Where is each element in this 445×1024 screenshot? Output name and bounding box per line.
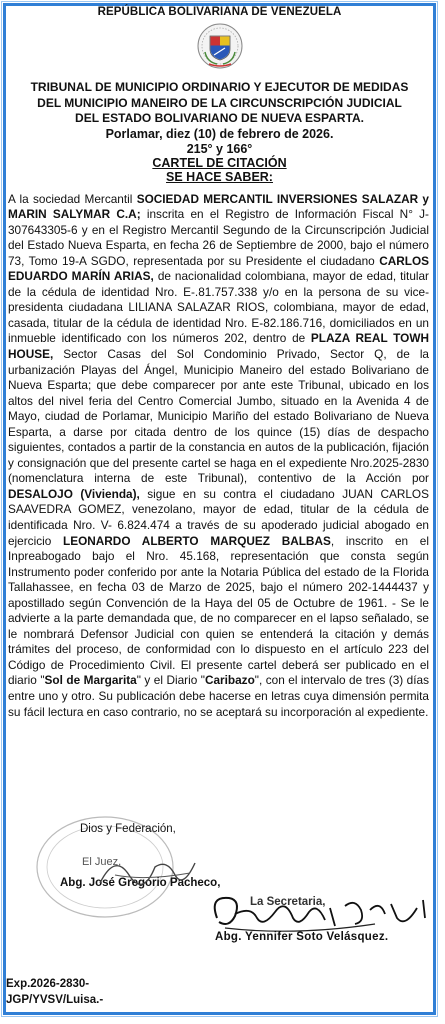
file-reference-line-2: JGP/YVSV/Luisa.- [6, 994, 104, 1006]
document [8, 6, 431, 720]
cartel-title: CARTEL DE CITACIÓN [152, 155, 287, 170]
el-juez-label: El Juez, [82, 856, 122, 868]
file-reference [6, 976, 103, 1008]
dios-y-federacion: Dios y Federación, [80, 823, 176, 835]
venezuela-coat-of-arms-seal-icon [195, 22, 245, 70]
newspaper-2: Caribazo [204, 673, 255, 688]
president-name: CARLOS EDUARDO MARÍN ARIAS, [8, 253, 429, 284]
dateline: Porlamar, diez (10) de febrero de 2026. [105, 126, 334, 141]
la-secretaria-label: La Secretaria, [250, 896, 326, 908]
body-text-7: " y el Diario " [136, 673, 205, 688]
judge-name: Abg. José Gregorio Pacheco, [60, 877, 221, 889]
body-text-3: de nacionalidad colombiana, mayor de edad, titular de la cédula de identidad Nro. E-.81.757.338 y/o en la persona de su vice-presidenta ciudadana LILIANA SALAZAR RIOS, colombiana, mayor de edad, casada, titular de la cédula de identidad Nro. E-82.186.716, domiciliados en un inmueble identificado con los números 202, dentro de [8, 269, 429, 346]
hace-saber: SE HACE SABER: [166, 169, 273, 184]
property-name: PLAZA REAL TOWH HOUSE, [8, 331, 429, 361]
body-text-2: inscrita en el Registro de Información Fiscal N° J- 307643305-6 y en el Registro Mercantil Segundo de la Circunscripción Judicial del Estado Nueva Esparta, en fecha 26 de Septiembre de 2000, bajo el número 73, Tomo 19-A SGDO, representada por su Presidente el ciudadano [8, 207, 429, 268]
republic-heading: REPÚBLICA BOLIVARIANA DE VENEZUELA [97, 6, 342, 18]
body-text-4: Sector Casas del Sol Condominio Privado, Sector Q, de la urbanización Playas del Ángel, Municipio Maneiro del estado Bolivariano de Nueva Esparta; que debe comparecer por ante este Tribunal, ubicado en los altos del nivel feria del Centro Comercial Jumbo, situado en la Avenida 4 de Mayo, ciudad de Porlamar, Municipio Mariño del estado Bolivariano de Nueva Esparta, a darse por citada dentro de los quince (15) días de despacho siguientes, contados a partir de la constancia en autos de la publicación, fijación y consignación que del presente cartel se haga en el expediente Nro.2025-2830 (nomenclatura interna de este Tribunal), contentivo de la Acción por [8, 346, 429, 486]
years-line: 215° y 166° [186, 141, 253, 156]
attorney-name: LEONARDO ALBERTO MARQUEZ BALBAS [63, 533, 331, 548]
court-name: TRIBUNAL DE MUNICIPIO ORDINARIO Y EJECUTOR DE MEDIDAS DEL MUNICIPIO MANEIRO DE LA CIRCUNSCRIPCIÓN JUDICIAL DEL ESTADO BOLIVARIANO DE NUEVA ESPARTA. [30, 80, 409, 125]
file-reference-line-1: Exp.2026-2830- [6, 978, 90, 990]
body-text-6: , inscrito en el Inpreabogado bajo el Nro. 45.168, representación que consta según Instrumento poder conferido por ante la Notaria Pública del estado de la Florida Tallahassee, en fecha 03 de Marzo de 2025, bajo el número 202-1444437 y apostillado según Convención de la Haya del 05 de Octubre de 1961. - Se le advierte a la parte demandada que, de no comparecer en el lapso señalado, se le nombrará Defensor Judicial con quien se entenderá la citación y demás trámites del proceso, de conformidad con lo dispuesto en el artículo 223 del Código de Procedimiento Civil. El presente cartel deberá ser publicado en el diario " [8, 533, 429, 688]
body-text-5: sigue en su contra el ciudadano JUAN CARLOS SAAVEDRA GOMEZ, venezolano, mayor de edad, titular de la cédula de identificada Nro. V- 6.824.474 a través de su apoderado judicial abogado en ejercicio [8, 486, 429, 548]
handwritten-signature-judge-icon [95, 845, 205, 895]
company-name: SOCIEDAD MERCANTIL INVERSIONES SALAZAR y MARIN SALYMAR C.A; [8, 191, 429, 222]
body-text-1: A la sociedad Mercantil [8, 191, 137, 206]
body-paragraph [8, 192, 431, 721]
newspaper-1: Sol de Margarita [44, 673, 137, 688]
body-text-8: ", con el intervalo de tres (3) días entre uno y otro. Su publicación debe hacerse en letras cuya dimensión permita su fácil lectura en caso contrario, no se aceptará su incorporación al expediente. [8, 673, 429, 719]
secretary-name: Abg. Yennifer Soto Velásquez. [215, 931, 389, 943]
action-type: DESALOJO (Vivienda), [8, 486, 140, 501]
